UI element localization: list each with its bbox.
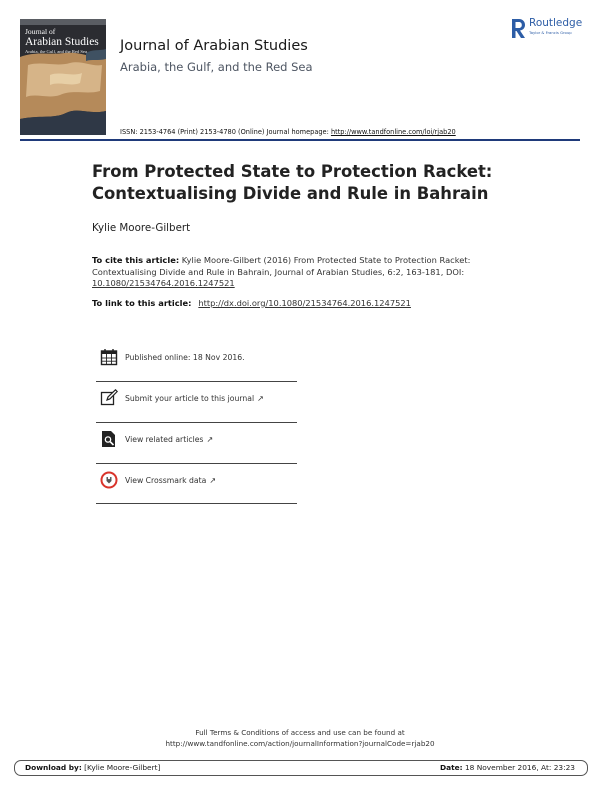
item-divider [96, 381, 297, 382]
cover-title-line1: Journal of [25, 27, 56, 36]
publisher-logo[interactable] [510, 17, 590, 39]
calendar-icon [100, 348, 118, 366]
cover-subtitle: Arabia, the Gulf, and the Red Sea [25, 49, 87, 54]
publisher-name: Routledge [529, 17, 583, 29]
published-online-label: Published online: 18 Nov 2016. [125, 353, 245, 362]
citation-label: To cite this article: [92, 255, 180, 265]
external-link-icon: ↗ [206, 435, 214, 444]
terms-notice [0, 728, 600, 749]
cover-title-line2: Arabian Studies [25, 35, 99, 48]
issn-line [120, 128, 456, 136]
submit-article-label: Submit your article to this journal [125, 394, 255, 403]
article-author: Kylie Moore-Gilbert [92, 222, 191, 234]
routledge-r-icon [510, 17, 526, 39]
item-divider [96, 422, 297, 423]
crossmark-icon [100, 471, 118, 489]
downloaded-by-value: [Kylie Moore-Gilbert] [81, 763, 161, 772]
published-online-item [96, 348, 297, 368]
item-divider [96, 503, 297, 504]
journal-title: Journal of Arabian Studies [120, 38, 308, 54]
journal-cover-image [20, 19, 106, 135]
citation-doi-link[interactable]: 10.1080/21534764.2016.1247521 [92, 278, 235, 288]
journal-subtitle: Arabia, the Gulf, and the Red Sea [120, 60, 313, 74]
external-link-icon: ↗ [257, 394, 264, 403]
item-divider [96, 463, 297, 464]
citation-text: Kylie Moore-Gilbert (2016) From Protected State to Protection Racket: Contextualising Divide and Rule in Bahrain, Journal of Arabian Studies, 6:2, 163-181, DOI: [92, 255, 471, 277]
download-info-bar [14, 760, 588, 776]
search-document-icon [100, 430, 118, 448]
article-title: From Protected State to Protection Racket: Contextualising Divide and Rule in Bahrain [92, 162, 493, 203]
cover-top-strip [20, 19, 106, 25]
article-doi-url-link[interactable]: http://dx.doi.org/10.1080/21534764.2016.1247521 [198, 298, 411, 308]
download-date-value: 18 November 2016, At: 23:23 [462, 763, 575, 772]
downloaded-by-label: Download by: [25, 763, 82, 772]
terms-line1: Full Terms & Conditions of access and use can be found at [195, 728, 405, 737]
terms-url[interactable]: http://www.tandfonline.com/action/journalInformation?journalCode=rjab20 [165, 738, 435, 748]
publisher-tagline: Taylor & Francis Group [529, 30, 572, 35]
related-articles-link[interactable] [96, 430, 297, 450]
crossmark-label: View Crossmark data [125, 476, 207, 485]
citation-block [92, 255, 492, 290]
cover-title [25, 28, 105, 55]
article-link-block [92, 298, 512, 308]
external-link-icon: ↗ [209, 476, 217, 485]
crossmark-data-link[interactable] [96, 471, 297, 491]
header-rule [20, 139, 580, 141]
edit-icon [100, 389, 118, 407]
journal-homepage-link[interactable]: http://www.tandfonline.com/loi/rjab20 [330, 128, 456, 136]
issn-text: ISSN: 2153-4764 (Print) 2153-4780 (Online) Journal homepage: [120, 128, 331, 136]
download-date [440, 763, 575, 772]
related-articles-label: View related articles [125, 435, 204, 444]
submit-article-link[interactable] [96, 389, 297, 409]
download-date-label: Date: [440, 763, 463, 772]
downloaded-by [25, 763, 160, 772]
article-link-label: To link to this article: [92, 298, 195, 308]
